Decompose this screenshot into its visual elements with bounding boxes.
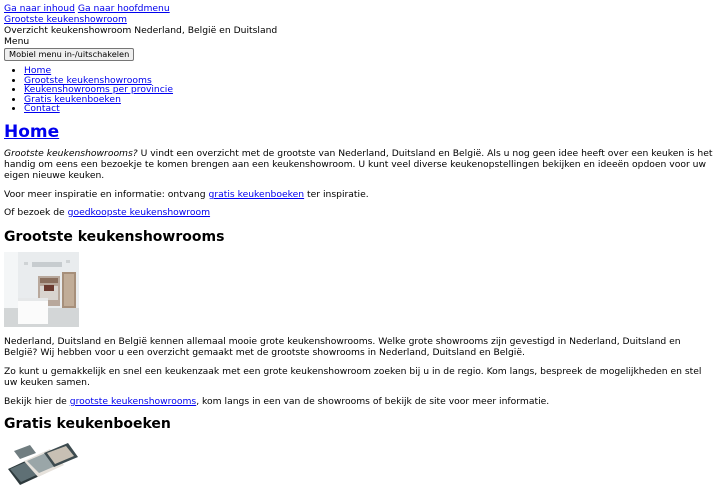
site-description: Overzicht keukenshowroom Nederland, België en Duitsland [4,25,278,36]
showrooms-text-before: Bekijk hier de [4,395,70,407]
inspiration-text-before: Voor meer inspiratie en informatie: ontvang [4,188,209,200]
skip-to-main-menu-link[interactable]: Ga naar hoofdmenu [77,3,170,14]
cheapest-showroom-link[interactable]: goedkoopste keukenshowroom [67,206,211,218]
mobile-menu-toggle-button[interactable]: Mobiel menu in-/uitschakelen [4,48,134,61]
nav-item-kitchen-books [24,95,716,105]
skip-to-content-link[interactable]: Ga naar inhoud [4,3,75,14]
skip-links [4,3,716,14]
nav-item-contact [24,104,716,114]
free-kitchen-books-link[interactable]: gratis keukenboeken [208,188,305,200]
showrooms-paragraph-3 [4,396,716,407]
showrooms-paragraph-2: Zo kunt u gemakkelijk en snel een keukenzaak met een grote keukenshowroom zoeken bij u in de regio. Kom langs, bespreek de mogelijkheden en stel uw keuken samen. [4,365,702,388]
cheapest-text-before: Of bezoek de [4,206,68,218]
kitchen-books-heading: Gratis keukenboeken [4,415,171,432]
intro-emphasis: Grootste keukenshowrooms? [4,147,138,159]
nav-link-home[interactable]: Home [24,65,52,76]
menu-label: Menu [4,36,30,47]
main-navigation [4,66,716,114]
nav-link-per-province[interactable]: Keukenshowrooms per provincie [24,84,174,96]
showroom-kitchen-image [4,252,79,327]
inspiration-paragraph [4,189,716,200]
inspiration-text-after: ter inspiratie. [304,188,369,200]
showrooms-heading: Grootste keukenshowrooms [4,228,225,245]
nav-item-per-province [24,85,716,95]
kitchen-books-illustration [4,439,79,485]
largest-showrooms-link[interactable]: grootste keukenshowrooms [69,395,197,407]
kitchen-books-image [4,439,79,485]
showrooms-text-after: , kom langs in een van de showrooms of bekijk de site voor meer informatie. [196,395,550,407]
intro-paragraph [4,148,716,181]
site-title-link[interactable]: Grootste keukenshowroom [4,14,127,25]
cheapest-paragraph [4,207,716,218]
nav-link-kitchen-books[interactable]: Gratis keukenboeken [24,93,121,105]
page-title-link[interactable]: Home [4,121,60,142]
page-title [4,121,716,143]
kitchen-illustration [4,252,79,327]
showrooms-paragraph-1: Nederland, Duitsland en België kennen allemaal mooie grote keukenshowrooms. Welke grote showrooms zijn gevestigd in Nederland, Duitsland en België? Wij hebben voor u een overzicht gemaakt met de grootste showrooms in Nederland, Duitsland en België. [4,335,681,358]
intro-text: U vindt een overzicht met de grootste van Nederland, Duitsland en België. Als u nog geen idee heeft over een keuken is het handig om eens een bezoekje te komen brengen aan een keukenshowroom. U kunt veel diverse keukenopstellingen bekijken en ideeën opdoen voor uw eigen nieuwe keuken. [4,147,713,181]
nav-link-contact[interactable]: Contact [24,103,60,115]
nav-link-showrooms[interactable]: Grootste keukenshowrooms [24,74,152,86]
